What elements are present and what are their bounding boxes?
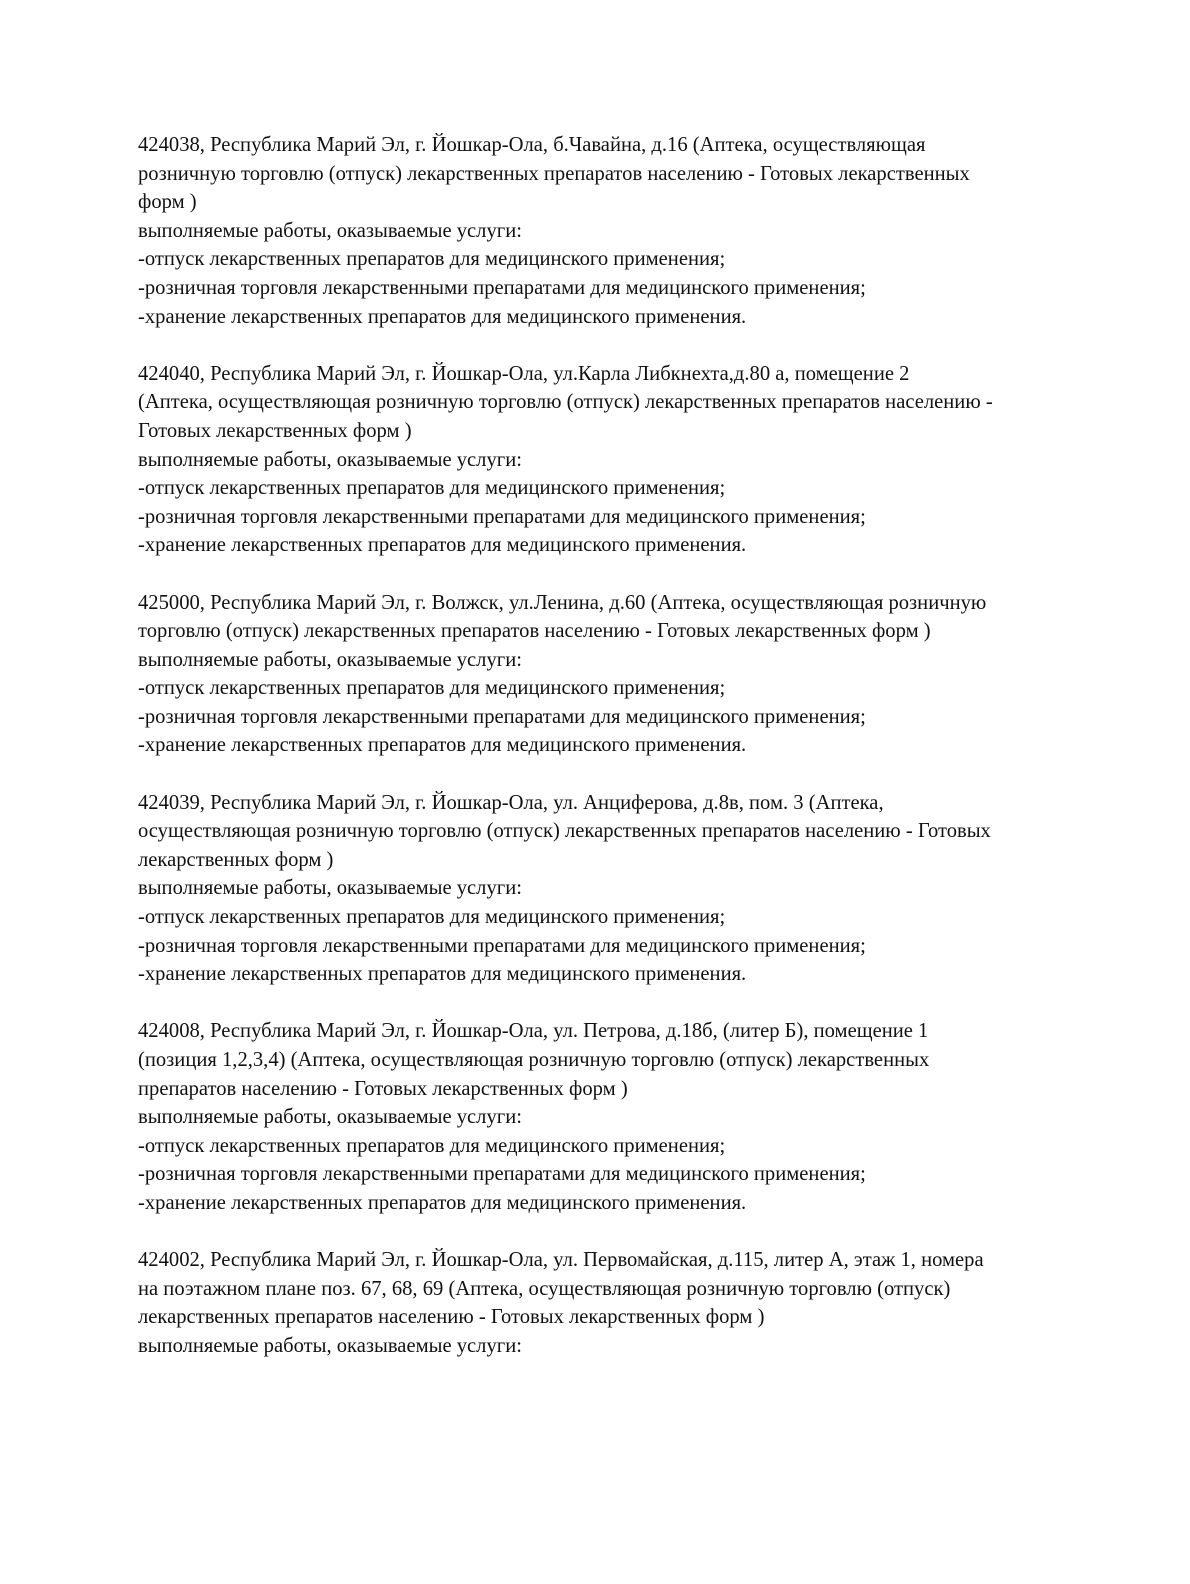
address-line: лекарственных препаратов населению - Готовых лекарственных форм ): [138, 1306, 765, 1329]
license-entry: [138, 589, 1138, 761]
address-line: лекарственных форм ): [138, 848, 334, 871]
document-page: [138, 131, 1138, 1389]
address-line: 424038, Республика Марий Эл, г. Йошкар-Ола, б.Чавайна, д.16 (Аптека, осуществляющая: [138, 134, 926, 156]
address-line: торговлю (отпуск) лекарственных препаратов населению - Готовых лекарственных форм ): [138, 620, 931, 643]
service-item: -розничная торговля лекарственными препаратами для медицинского применения;: [138, 934, 866, 957]
service-item: -отпуск лекарственных препаратов для медицинского применения;: [138, 477, 726, 500]
service-item: -отпуск лекарственных препаратов для медицинского применения;: [138, 1134, 726, 1157]
services-header: выполняемые работы, оказываемые услуги:: [138, 448, 522, 471]
license-entry: [138, 789, 1138, 989]
address-line: форм ): [138, 191, 197, 214]
address-line: препаратов населению - Готовых лекарственных форм ): [138, 1077, 628, 1100]
address-line: 424040, Республика Марий Эл, г. Йошкар-Ола, ул.Карла Либкнехта,д.80 а, помещение 2: [138, 362, 910, 385]
license-entry: [138, 1246, 1138, 1360]
services-header: выполняемые работы, оказываемые услуги:: [138, 1106, 522, 1129]
service-item: -хранение лекарственных препаратов для медицинского применения.: [138, 534, 747, 557]
service-item: -хранение лекарственных препаратов для медицинского применения.: [138, 1191, 747, 1214]
address-line: Готовых лекарственных форм ): [138, 419, 412, 442]
address-line: 424002, Республика Марий Эл, г. Йошкар-Ола, ул. Первомайская, д.115, литер А, этаж 1, номера: [138, 1249, 984, 1272]
service-item: -розничная торговля лекарственными препаратами для медицинского применения;: [138, 705, 866, 728]
address-line: 424039, Республика Марий Эл, г. Йошкар-Ола, ул. Анциферова, д.8в, пом. 3 (Аптека,: [138, 791, 884, 814]
address-line: (Аптека, осуществляющая розничную торговлю (отпуск) лекарственных препаратов населению -: [138, 391, 993, 414]
address-line: на поэтажном плане поз. 67, 68, 69 (Аптека, осуществляющая розничную торговлю (отпуск): [138, 1277, 951, 1300]
services-header: выполняемые работы, оказываемые услуги:: [138, 648, 522, 671]
license-entry: [138, 360, 1138, 560]
address-line: (позиция 1,2,3,4) (Аптека, осуществляющая розничную торговлю (отпуск) лекарственных: [138, 1049, 930, 1071]
service-item: -отпуск лекарственных препаратов для медицинского применения;: [138, 906, 726, 929]
service-item: -хранение лекарственных препаратов для медицинского применения.: [138, 963, 747, 986]
services-header: выполняемые работы, оказываемые услуги:: [138, 219, 522, 242]
license-entry: [138, 1017, 1138, 1217]
address-line: осуществляющая розничную торговлю (отпуск) лекарственных препаратов населению - Готовых: [138, 820, 991, 843]
services-header: выполняемые работы, оказываемые услуги:: [138, 877, 522, 900]
address-line: розничную торговлю (отпуск) лекарственных препаратов населению - Готовых лекарственных: [138, 162, 970, 185]
service-item: -розничная торговля лекарственными препаратами для медицинского применения;: [138, 276, 866, 299]
license-entry: [138, 131, 1138, 331]
service-item: -розничная торговля лекарственными препаратами для медицинского применения;: [138, 1163, 866, 1186]
service-item: -отпуск лекарственных препаратов для медицинского применения;: [138, 677, 726, 700]
service-item: -хранение лекарственных препаратов для медицинского применения.: [138, 734, 747, 757]
service-item: -хранение лекарственных препаратов для медицинского применения.: [138, 305, 747, 328]
service-item: -розничная торговля лекарственными препаратами для медицинского применения;: [138, 505, 866, 528]
address-line: 425000, Республика Марий Эл, г. Волжск, ул.Ленина, д.60 (Аптека, осуществляющая розничную: [138, 591, 987, 614]
service-item: -отпуск лекарственных препаратов для медицинского применения;: [138, 248, 726, 271]
services-header: выполняемые работы, оказываемые услуги:: [138, 1334, 522, 1357]
address-line: 424008, Республика Марий Эл, г. Йошкар-Ола, ул. Петрова, д.18б, (литер Б), помещение 1: [138, 1020, 929, 1043]
